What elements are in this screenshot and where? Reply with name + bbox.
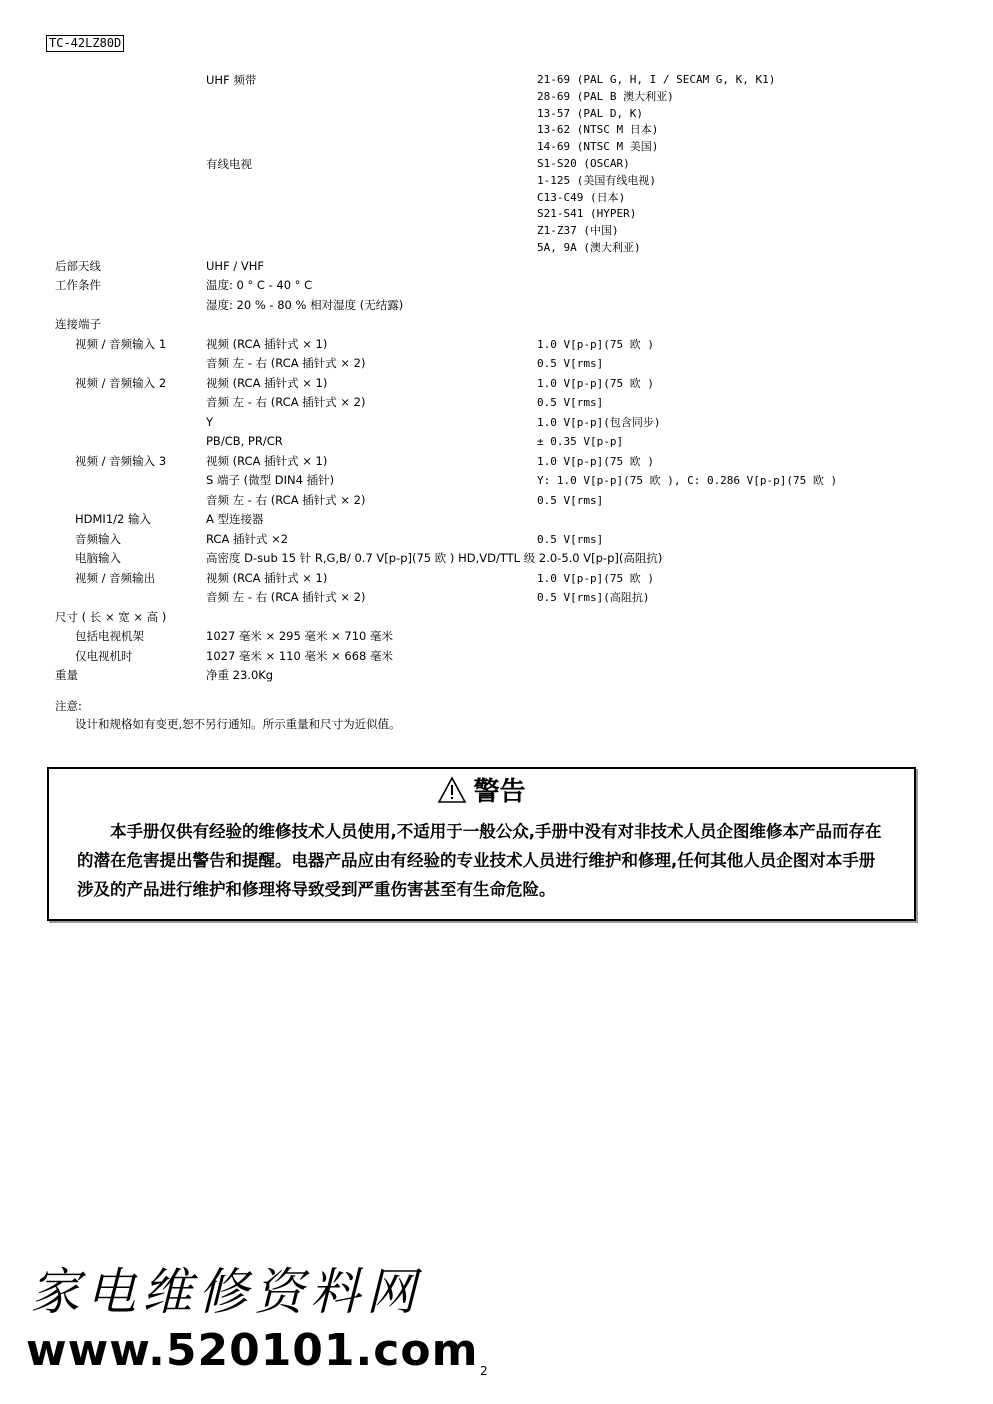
spec-row (0, 190, 993, 207)
spec-row (0, 206, 993, 223)
spec-label: 音频输入 (75, 531, 121, 546)
spec-label: 包括电视机架 (75, 629, 144, 644)
spec-value: UHF / VHF (206, 258, 264, 273)
spec-row (0, 432, 993, 452)
spec-detail: 0.5 V[rms](高阻抗) (537, 591, 650, 605)
spec-label: 重量 (55, 668, 78, 683)
spec-label: 工作条件 (55, 278, 101, 293)
spec-detail: 13-62 (NTSC M 日本) (537, 123, 659, 137)
watermark-url: www.520101.com (26, 1325, 479, 1376)
spec-detail: S1-S20 (OSCAR) (537, 156, 630, 170)
spec-value: RCA 插针式 ×2 (206, 531, 289, 546)
spec-row (0, 530, 993, 550)
spec-detail: 14-69 (NTSC M 美国) (537, 140, 659, 154)
spec-value: 1027 毫米 × 295 毫米 × 710 毫米 (206, 629, 394, 644)
spec-detail: 0.5 V[rms] (537, 396, 604, 410)
spec-value: 有线电视 (206, 156, 252, 171)
spec-label: 视频 / 音频输入 2 (75, 375, 167, 390)
spec-detail: 1.0 V[p-p](包含同步) (537, 415, 661, 429)
spec-row (0, 296, 993, 316)
spec-detail: 1-125 (美国有线电视) (537, 173, 656, 187)
warning-title (49, 775, 914, 809)
spec-value: A 型连接器 (206, 512, 264, 527)
spec-detail: 5A, 9A (澳大利亚) (537, 240, 641, 254)
spec-row (0, 354, 993, 374)
spec-value: 音频 左 - 右 (RCA 插针式 × 2) (206, 492, 366, 507)
spec-label: 连接端子 (55, 317, 101, 332)
spec-row (0, 315, 993, 335)
spec-value: 视频 (RCA 插针式 × 1) (206, 336, 328, 351)
warning-box (47, 767, 916, 921)
spec-label: 视频 / 音频输入 1 (75, 336, 167, 351)
spec-value: 高密度 D-sub 15 针 R,G,B/ 0.7 V[p-p](75 欧 ) HD,VD/TTL 级 2.0-5.0 V[p-p](高阻抗) (206, 551, 663, 566)
spec-detail: 1.0 V[p-p](75 欧 ) (537, 571, 654, 585)
spec-row (0, 491, 993, 511)
spec-value: 1027 毫米 × 110 毫米 × 668 毫米 (206, 648, 394, 663)
spec-row (0, 510, 993, 530)
spec-label: 尺寸 ( 长 × 宽 × 高 ) (55, 609, 167, 624)
spec-row (0, 627, 993, 647)
spec-row (0, 569, 993, 589)
spec-row (0, 335, 993, 355)
spec-row (0, 139, 993, 156)
spec-value: 湿度: 20 % - 80 % 相对湿度 (无结露) (206, 297, 404, 312)
spec-detail: 1.0 V[p-p](75 欧 ) (537, 376, 654, 390)
spec-row (0, 413, 993, 433)
spec-table (0, 72, 993, 686)
spec-value: UHF 频带 (206, 73, 257, 87)
spec-detail: 1.0 V[p-p](75 欧 ) (537, 337, 654, 351)
spec-label: 视频 / 音频输出 (75, 570, 156, 585)
spec-detail: 13-57 (PAL D, K) (537, 106, 643, 120)
spec-row (0, 647, 993, 667)
spec-row (0, 122, 993, 139)
spec-row (0, 374, 993, 394)
spec-row (0, 608, 993, 628)
spec-row (0, 257, 993, 277)
spec-value: 视频 (RCA 插针式 × 1) (206, 570, 328, 585)
spec-value: 音频 左 - 右 (RCA 插针式 × 2) (206, 395, 366, 410)
spec-value: 温度: 0 ° C - 40 ° C (206, 278, 313, 293)
spec-row (0, 240, 993, 257)
model-label: TC-42LZ80D (46, 35, 124, 52)
spec-row (0, 276, 993, 296)
warning-body: 本手册仅供有经验的维修技术人员使用,不适用于一般公众,手册中没有对非技术人员企图维修本产品而存在的潜在危害提出警告和提醒。电器产品应由有经验的专业技术人员进行维护和修理,任何其他人员企图对本手册涉及的产品进行维护和修理将导致受到严重伤害甚至有生命危险。 (77, 822, 882, 899)
spec-label: 电脑输入 (75, 551, 121, 566)
spec-detail: 28-69 (PAL B 澳大利亚) (537, 89, 674, 103)
spec-row (0, 471, 993, 491)
spec-row (0, 173, 993, 190)
spec-row (0, 666, 993, 686)
page-number: 2 (480, 1364, 488, 1378)
spec-value: 视频 (RCA 插针式 × 1) (206, 453, 328, 468)
spec-detail: 0.5 V[rms] (537, 532, 604, 546)
spec-label: 仅电视机时 (75, 648, 133, 663)
spec-value: 音频 左 - 右 (RCA 插针式 × 2) (206, 356, 366, 371)
spec-detail: C13-C49 (日本) (537, 190, 626, 204)
spec-value: PB/CB, PR/CR (206, 434, 283, 449)
spec-row (0, 549, 993, 569)
spec-value: S 端子 (微型 DIN4 插针) (206, 473, 335, 488)
spec-row (0, 393, 993, 413)
spec-row (0, 106, 993, 123)
spec-label: 后部天线 (55, 258, 101, 273)
spec-detail: S21-S41 (HYPER) (537, 207, 637, 221)
spec-detail: Z1-Z37 (中国) (537, 224, 619, 238)
spec-detail: 0.5 V[rms] (537, 357, 604, 371)
warning-title-text: 警告 (473, 777, 526, 807)
note-title: 注意: (55, 699, 82, 713)
spec-value: 视频 (RCA 插针式 × 1) (206, 375, 328, 390)
spec-row (0, 72, 993, 89)
spec-row (0, 89, 993, 106)
spec-value: 音频 左 - 右 (RCA 插针式 × 2) (206, 590, 366, 605)
spec-detail: ± 0.35 V[p-p] (537, 435, 624, 449)
spec-detail: 21-69 (PAL G, H, I / SECAM G, K, K1) (537, 73, 776, 86)
spec-row (0, 156, 993, 173)
spec-value: 净重 23.0Kg (206, 668, 274, 683)
warning-triangle-icon (437, 776, 467, 804)
spec-detail: 1.0 V[p-p](75 欧 ) (537, 454, 654, 468)
spec-label: HDMI1/2 输入 (75, 512, 151, 527)
spec-detail: Y: 1.0 V[p-p](75 欧 ), C: 0.286 V[p-p](75 欧 ) (537, 474, 838, 488)
spec-row (0, 223, 993, 240)
spec-row (0, 452, 993, 472)
watermark-title: 家电维修资料网 (30, 1263, 422, 1321)
spec-value: Y (206, 414, 214, 429)
note-text: 设计和规格如有变更,恕不另行通知。所示重量和尺寸为近似值。 (75, 717, 401, 731)
spec-detail: 0.5 V[rms] (537, 493, 604, 507)
spec-row (0, 588, 993, 608)
spec-label: 视频 / 音频输入 3 (75, 453, 167, 468)
